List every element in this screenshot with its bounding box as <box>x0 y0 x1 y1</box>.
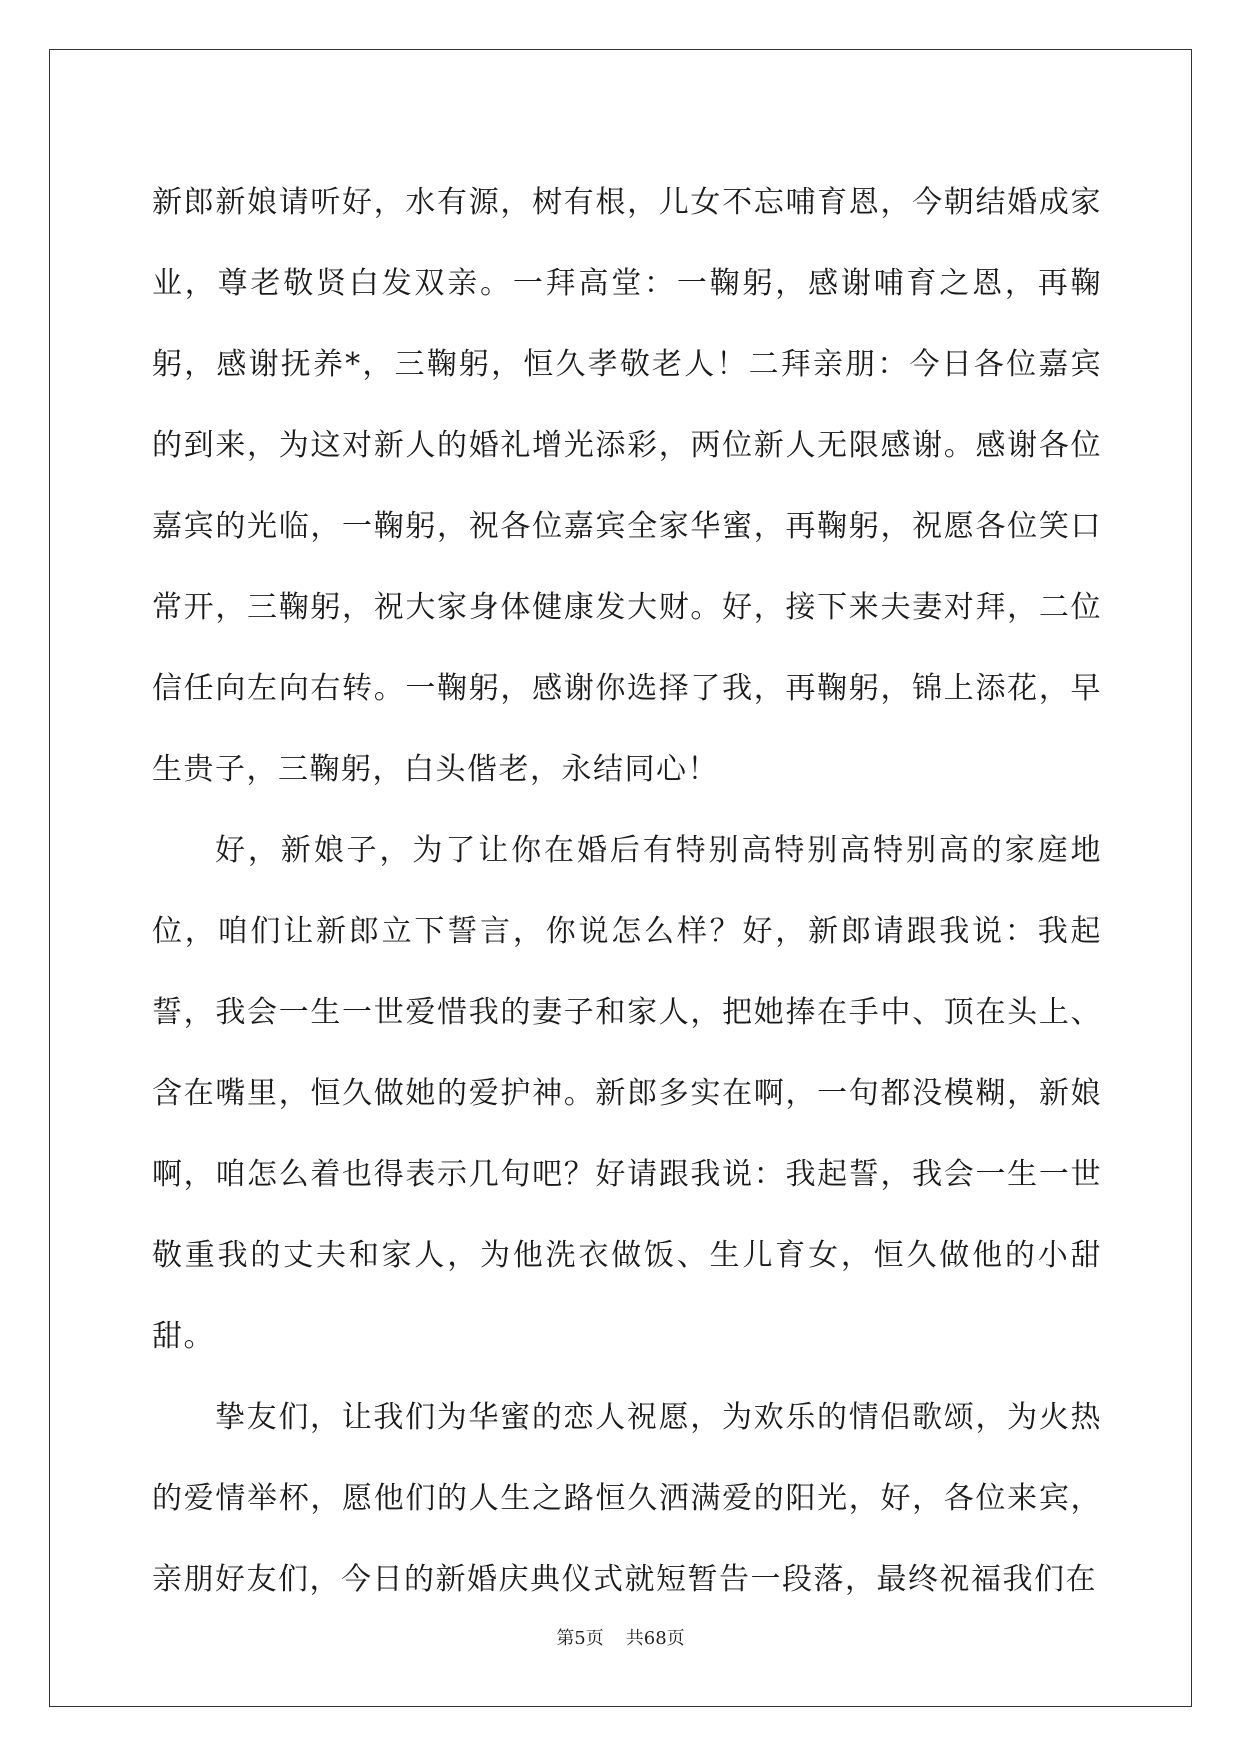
paragraph-3: 挚友们，让我们为华蜜的恋人祝愿，为欢乐的情侣歌颂，为火热的爱情举杯，愿他们的人生之路恒久洒满爱的阳光，好，各位来宾，亲朋好友们，今日的新婚庆典仪式就短暂告一段落，最终祝福我们在 <box>152 1400 1102 1597</box>
paragraph-2: 好，新娘子，为了让你在婚后有特别高特别高特别高的家庭地位，咱们让新郎立下誓言，你说怎么样？好，新郎请跟我说：我起誓，我会一生一世爱惜我的妻子和家人，把她捧在手中、顶在头上、含在嘴里，恒久做她的爱护神。新郎多实在啊，一句都没模糊，新娘啊，咱怎么着也得表示几句吧？好请跟我说：我起誓，我会一生一世敬重我的丈夫和家人，为他洗衣做饭、生儿育女，恒久做他的小甜甜。 <box>152 833 1102 1354</box>
page-total: 共68页 <box>625 1628 685 1649</box>
paragraph-1: 新郎新娘请听好，水有源，树有根，儿女不忘哺育恩，今朝结婚成家业，尊老敬贤白发双亲。一拜高堂：一鞠躬，感谢哺育之恩，再鞠躬，感谢抚养*，三鞠躬，恒久孝敬老人！二拜亲朋：今日各位嘉宾的到来，为这对新人的婚礼增光添彩，两位新人无限感谢。感谢各位嘉宾的光临，一鞠躬，祝各位嘉宾全家华蜜，再鞠躬，祝愿各位笑口常开，三鞠躬，祝大家身体健康发大财。好，接下来夫妻对拜，二位信任向左向右转。一鞠躬，感谢你选择了我，再鞠躬，锦上添花，早生贵子，三鞠躬，白头偕老，永结同心！ <box>152 185 1102 787</box>
page-footer <box>0 1624 1241 1650</box>
document-body <box>152 162 1102 1620</box>
page-number: 第5页 <box>556 1628 604 1649</box>
